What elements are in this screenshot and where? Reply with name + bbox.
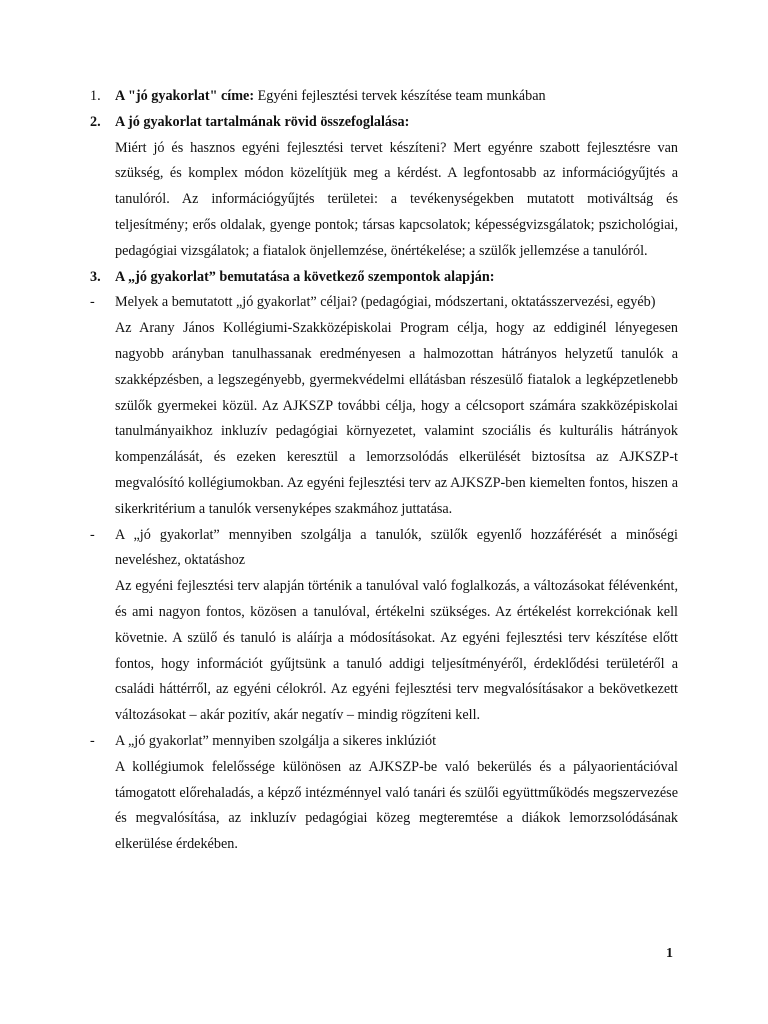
summary-heading: A jó gyakorlat tartalmának rövid összefoglalása: — [115, 113, 410, 130]
list-marker: 3. — [90, 268, 101, 285]
presentation-heading: A „jó gyakorlat” bemutatása a következő szempontok alapján: — [115, 268, 495, 285]
list-item-3 — [90, 265, 678, 291]
bullet-question: A „jó gyakorlat” mennyiben szolgálja a sikeres inklúziót — [115, 732, 437, 749]
bullet-item-equal-access — [90, 523, 678, 575]
practice-title-value: Egyéni fejlesztési tervek készítése team munkában — [254, 88, 546, 104]
summary-paragraph: Miért jó és hasznos egyéni fejlesztési tervet készíteni? Mert egyénre szabott fejlesztésre van szükség, és komplex módon közelítjük meg a kérdést. A legfontosabb az információgyűjtés a tanulóról. Az információgyűjtés területei: a tevékenységekben mutatott motiváltság és teljesítmény; erős oldalak, gyenge pontok; társas kapcsolatok; képességvizsgálatok; pszichológiai, pedagógiai vizsgálatok; a fiatalok önjellemzése, önértékelése; a szülők jellemzése a tanulóról. — [115, 139, 678, 259]
document-body — [90, 84, 678, 858]
bullet-item-goals — [90, 290, 678, 316]
list-item-2 — [90, 110, 678, 136]
bullet-answer: Az Arany János Kollégiumi-Szakközépiskolai Program célja, hogy az eddiginél lényegesen nagyobb arányban tanulhassanak eredményesen a halmozottan hátrányos helyzetű tanulók a szakképzésben, a legszegényebb, gyermekvédelmi ellátásban részesülő fiatalok a legképzetlenebb szülők gyermekei közül. Az AJKSZP további célja, hogy a célcsoport számára szakközépiskolai tanulmányaikhoz inkluzív pedagógiai környezetet, valamint szociális és kulturális hátrányok kompenzálását, és ezeken keresztül a lemorzsolódás elkerülését biztosítsa az AJKSZP-t megvalósító kollégiumokban. Az egyéni fejlesztési terv az AJKSZP-ben kiemelten fontos, hiszen a sikerkritérium a tanulók versenyképes szakmához juttatása. — [115, 320, 678, 517]
practice-title-label: A "jó gyakorlat" címe: — [115, 88, 255, 104]
bullet-item-inclusion — [90, 729, 678, 755]
bullet-question: A „jó gyakorlat” mennyiben szolgálja a tanulók, szülők egyenlő hozzáférését a minőségi neveléshez, oktatáshoz — [115, 526, 678, 569]
list-marker: 1. — [90, 88, 101, 104]
list-item-1 — [90, 84, 678, 110]
bullet-question: Melyek a bemutatott „jó gyakorlat” céljai? (pedagógiai, módszertani, oktatásszervezési, egyéb) — [115, 294, 656, 311]
list-marker: 2. — [90, 113, 101, 130]
bullet-answer: A kollégiumok felelőssége különösen az AJKSZP-be való bekerülés és a pályaorientációval támogatott előrehaladás, a képző intézménnyel való tanári és szülői együttműködés megszervezése és megvalósítása, az inkluzív pedagógiai közeg megteremtése a diákok lemorzsolódásának elkerülése érdekében. — [115, 758, 678, 853]
page-number: 1 — [666, 946, 673, 961]
bullet-marker: - — [90, 732, 95, 749]
bullet-marker: - — [90, 526, 95, 543]
bullet-marker: - — [90, 294, 95, 311]
bullet-answer: Az egyéni fejlesztési terv alapján történik a tanulóval való foglalkozás, a változásokat félévenként, és ami nagyon fontos, közösen a tanulóval, értékelni szükséges. Az értékelést korrekciónak kell követnie. A szülő és tanuló is aláírja a módosításokat. Az egyéni fejlesztési terv készítése előtt fontos, hogy információt gyűjtsünk a tanuló addigi teljesítményéről, érdeklődési területéről a családi háttérről, az egyéni célokról. Az egyéni fejlesztési terv megvalósításakor a bekövetkezett változásokat – akár pozitív, akár negatív – mindig rögzíteni kell. — [115, 578, 678, 724]
